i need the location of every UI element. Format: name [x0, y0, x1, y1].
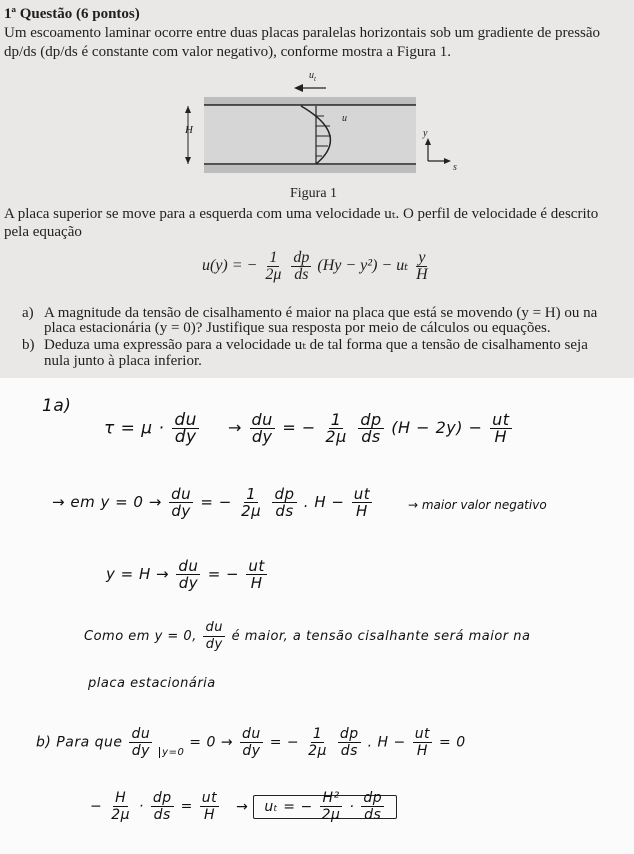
eq-lhs: u(y) = − — [202, 257, 258, 275]
conclusion-line-1: Como em y = 0, $\frac{du}{dy}$ é maior, a tensão cisalhante será maior na — [84, 620, 531, 652]
final-equation: − $\frac{H}{2\mu}$ · $\frac{dp}{ds}$ = $\frac{ut}{H}$ → uₜ = − $\frac{\text{H²}}{2\mu}$ · $\frac{dp}{ds}$ — [90, 790, 397, 823]
desc-line-2: pela equação — [4, 224, 82, 240]
yH-equation: y = H → $\frac{du}{dy}$ = − $\frac{ut}{H}$ — [106, 557, 265, 592]
eq-frac-yH: $\frac{y}{H}$ — [416, 249, 428, 283]
tau-equation: τ = μ · $\frac{du}{dy}$ — [104, 410, 197, 447]
printed-question — [0, 0, 634, 378]
eq-frac-1: $\frac{1}{2\mu}$ — [265, 249, 282, 283]
item-a-line-1: A magnitude da tensão de cisalhamento é maior na placa que está se movendo (y = H) ou na — [44, 305, 598, 321]
derivative-equation: → $\frac{du}{dy}$ = − $\frac{1}{2\mu}$ $\frac{dp}{ds}$ (H − 2y) − $\frac{ut}{H}$ — [228, 410, 510, 446]
velocity-equation — [202, 250, 432, 283]
label-H: H — [185, 124, 193, 136]
question-heading: 1ª Questão (6 pontos) — [4, 6, 140, 22]
item-b-line-2: nula junto à placa inferior. — [44, 353, 202, 369]
item-b-label: b) — [22, 337, 35, 353]
item-a-line-2: placa estacionária (y = 0)? Justifique sua resposta por meio de cálculos ou equações. — [44, 320, 551, 336]
figure-1 — [176, 66, 466, 182]
part-b-equation: b) Para que $\frac{du}{dy}$ $_{y=0}$ = 0 → $\frac{du}{dy}$ = − $\frac{1}{2\mu}$ $\frac{dp}{ds}$ . H − $\frac{ut}{H}$ = 0 — [36, 726, 466, 759]
channel-diagram — [176, 66, 466, 182]
handwritten-solution — [0, 378, 634, 854]
item-a-label: a) — [22, 305, 34, 321]
eq-middle: (Hy − y²) − uₜ — [317, 257, 409, 275]
intro-line-1: Um escoamento laminar ocorre entre duas placas paralelas horizontais sob um gradiente de pressão — [4, 25, 601, 41]
label-u: u — [342, 113, 347, 124]
eq-frac-dpds: $\frac{dp}{ds}$ — [293, 249, 310, 283]
label-y: y — [423, 128, 428, 139]
label-s: s — [453, 162, 457, 173]
desc-line-1: A placa superior se move para a esquerda com uma velocidade uₜ. O perfil de velocidade é descrito — [4, 206, 599, 222]
maior-valor-note: → maior valor negativo — [408, 498, 547, 512]
item-b-line-1: Deduza uma expressão para a velocidade uₜ de tal forma que a tensão de cisalhamento seja — [44, 337, 588, 353]
figure-caption: Figura 1 — [290, 186, 338, 201]
label-1a: 1a) — [42, 396, 72, 416]
intro-line-2: dp/ds (dp/ds é constante com valor negativo), conforme mostra a Figura 1. — [4, 44, 451, 60]
label-ut: $u_t$ — [309, 70, 316, 83]
y0-equation: → em y = 0 → $\frac{du}{dy}$ = − $\frac{1}{2\mu}$ $\frac{dp}{ds}$ . H − $\frac{ut}{H}$ — [52, 485, 371, 520]
conclusion-line-2: placa estacionária — [88, 676, 216, 691]
boxed-result: uₜ = − $\frac{\text{H²}}{2\mu}$ · $\frac{dp}{ds}$ — [253, 795, 397, 819]
